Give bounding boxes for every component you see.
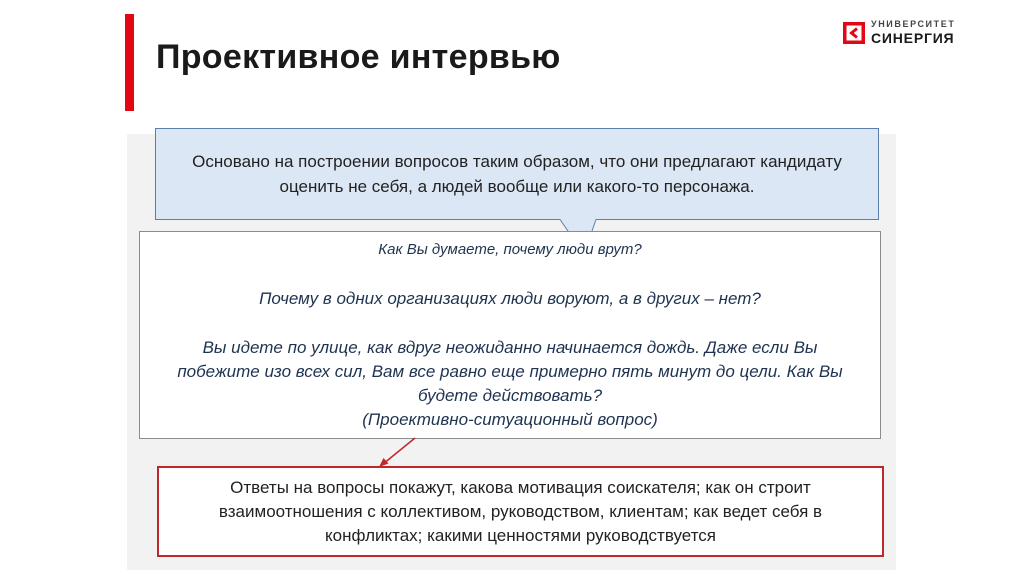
question-2: Почему в одних организациях люди воруют, а в других – нет? [259,289,761,308]
slide-title: Проективное интервью [156,38,561,76]
question-3-text: Вы идете по улице, как вдруг неожиданно начинается дождь. Даже если Вы побежите изо всех сил, Вам все равно еще примерно пять минут до цели. Как Вы будете действовать? [177,338,843,405]
definition-text: Основано на построении вопросов таким образом, что они предлагают кандидату оценить не себя, а людей вообще или какого-то персонажа. [192,152,842,196]
title-accent-bar [125,14,134,111]
question-3-note: (Проективно-ситуационный вопрос) [362,410,658,429]
definition-callout [155,128,879,220]
synergy-logo-icon [843,22,865,44]
answers-summary-box [157,466,884,557]
question-1: Как Вы думаете, почему люди врут? [378,241,642,258]
example-questions-box [139,231,881,439]
logo-text-university: УНИВЕРСИТЕТ [871,19,956,29]
logo-text-synergy: СИНЕРГИЯ [871,30,955,46]
question-3 [160,336,860,432]
university-logo [843,20,955,45]
answers-text: Ответы на вопросы покажут, какова мотивация соискателя; как он строит взаимоотношения с коллективом, руководством, клиентам; как ведет себя в конфликтах; какими ценностями руководствуется [218,477,823,545]
